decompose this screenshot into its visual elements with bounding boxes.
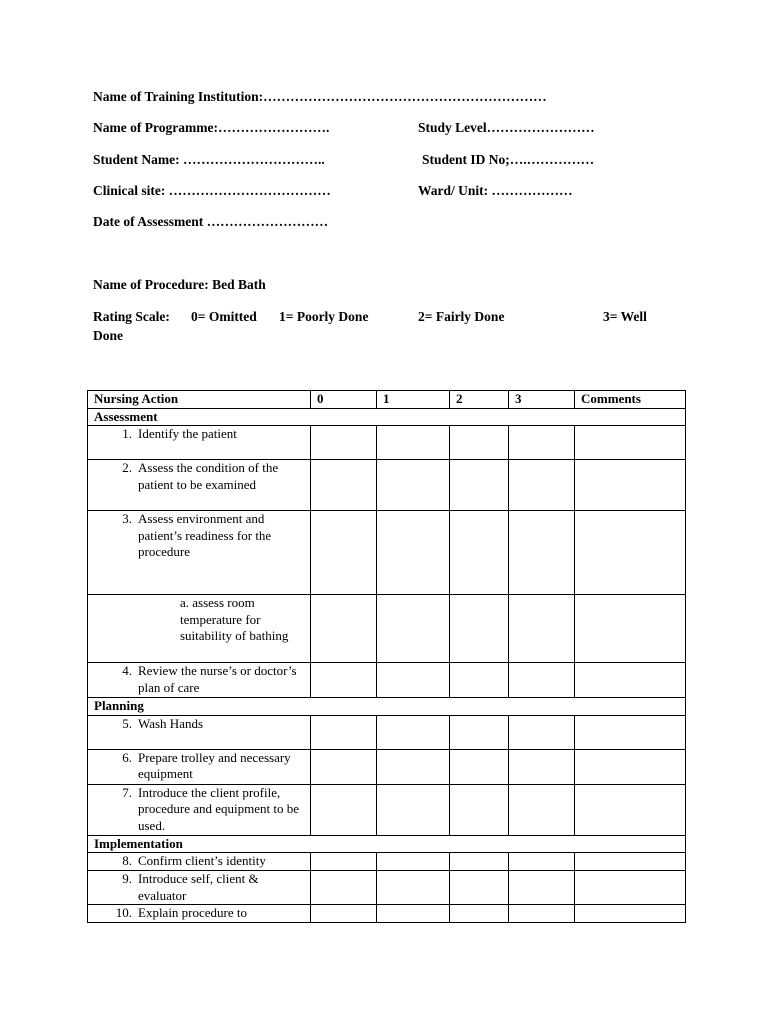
score-cell[interactable] (311, 426, 377, 460)
ward-field: Ward/ Unit: ……………… (418, 183, 573, 198)
table-row (88, 663, 686, 698)
item-text: Identify the patient (138, 426, 237, 442)
score-cell[interactable] (311, 749, 377, 784)
score-cell[interactable] (450, 853, 509, 871)
table-row (88, 905, 686, 923)
item-number: 7. (122, 784, 132, 800)
programme-field: Name of Programme:……………………. (93, 120, 330, 135)
rating-1-poorly-done: 1= Poorly Done (279, 309, 369, 324)
score-cell[interactable] (509, 426, 575, 460)
score-cell[interactable] (509, 595, 575, 663)
score-cell[interactable] (377, 715, 450, 749)
comment-cell[interactable] (575, 749, 686, 784)
score-cell[interactable] (450, 715, 509, 749)
student-id-field: Student ID No;….…………… (422, 152, 595, 167)
item-number: 4. (122, 663, 132, 679)
table-row (88, 460, 686, 511)
score-cell[interactable] (377, 663, 450, 698)
item-text: a. assess room temperature for suitability of bathing (88, 595, 311, 663)
col-score-0: 0 (311, 391, 377, 409)
score-cell[interactable] (450, 426, 509, 460)
item-number: 6. (122, 749, 132, 765)
table-row (88, 784, 686, 835)
section-row-planning (88, 698, 686, 716)
col-score-1: 1 (377, 391, 450, 409)
section-label: Planning (88, 698, 686, 716)
procedure-name: Name of Procedure: Bed Bath (93, 277, 266, 292)
comment-cell[interactable] (575, 663, 686, 698)
score-cell[interactable] (377, 426, 450, 460)
table-row (88, 749, 686, 784)
score-cell[interactable] (311, 460, 377, 511)
score-cell[interactable] (311, 595, 377, 663)
item-number: 2. (122, 460, 132, 476)
item-number: 10. (115, 905, 132, 921)
table-header-row (88, 391, 686, 409)
score-cell[interactable] (450, 511, 509, 595)
comment-cell[interactable] (575, 715, 686, 749)
section-label: Implementation (88, 835, 686, 853)
item-number: 5. (122, 715, 132, 731)
score-cell[interactable] (377, 749, 450, 784)
score-cell[interactable] (509, 853, 575, 871)
checklist-table (87, 390, 686, 923)
score-cell[interactable] (311, 784, 377, 835)
score-cell[interactable] (377, 905, 450, 923)
date-of-assessment-field: Date of Assessment ……………………… (93, 214, 329, 229)
score-cell[interactable] (450, 905, 509, 923)
table-row (88, 426, 686, 460)
score-cell[interactable] (311, 870, 377, 904)
student-name-field: Student Name: ………………………….. (93, 152, 325, 167)
col-comments: Comments (575, 391, 686, 409)
score-cell[interactable] (311, 663, 377, 698)
score-cell[interactable] (377, 870, 450, 904)
item-number: 3. (122, 511, 132, 527)
item-text: Explain procedure to (138, 905, 248, 921)
score-cell[interactable] (377, 595, 450, 663)
institution-field: Name of Training Institution:……………………………………………………… (93, 89, 547, 104)
rating-3-continuation: Done (93, 328, 123, 343)
score-cell[interactable] (509, 905, 575, 923)
item-text: Assess the condition of the patient to be examined (138, 460, 279, 492)
rating-2-fairly-done: 2= Fairly Done (418, 309, 505, 324)
section-row-assessment (88, 408, 686, 426)
score-cell[interactable] (509, 870, 575, 904)
rating-0-omitted: 0= Omitted (191, 309, 257, 324)
rating-3-well-done: 3= Well (603, 309, 647, 324)
item-number: 8. (122, 853, 132, 869)
comment-cell[interactable] (575, 511, 686, 595)
item-number: 1. (122, 426, 132, 442)
score-cell[interactable] (311, 853, 377, 871)
score-cell[interactable] (311, 905, 377, 923)
item-text: Prepare trolley and necessary equipment (138, 749, 291, 782)
score-cell[interactable] (311, 511, 377, 595)
col-nursing-action: Nursing Action (88, 391, 311, 409)
score-cell[interactable] (377, 511, 450, 595)
col-score-3: 3 (509, 391, 575, 409)
col-score-2: 2 (450, 391, 509, 409)
rating-scale-label: Rating Scale: (93, 309, 170, 324)
comment-cell[interactable] (575, 905, 686, 923)
item-text: Review the nurse’s or doctor’s plan of care (138, 663, 297, 695)
item-text: Assess environment and patient’s readiness for the procedure (138, 511, 272, 560)
section-label: Assessment (88, 408, 686, 426)
score-cell[interactable] (450, 595, 509, 663)
comment-cell[interactable] (575, 784, 686, 835)
table-row (88, 870, 686, 904)
score-cell[interactable] (509, 460, 575, 511)
score-cell[interactable] (509, 715, 575, 749)
score-cell[interactable] (509, 511, 575, 595)
item-text: Introduce the client profile, procedure and equipment to be used. (138, 784, 299, 833)
score-cell[interactable] (450, 749, 509, 784)
score-cell[interactable] (450, 784, 509, 835)
comment-cell[interactable] (575, 870, 686, 904)
clinical-site-field: Clinical site: ……………………………… (93, 183, 331, 198)
section-row-implementation (88, 835, 686, 853)
table-row (88, 511, 686, 595)
item-number: 9. (122, 870, 132, 886)
comment-cell[interactable] (575, 460, 686, 511)
table-row (88, 595, 686, 663)
comment-cell[interactable] (575, 853, 686, 871)
score-cell[interactable] (450, 663, 509, 698)
score-cell[interactable] (311, 715, 377, 749)
table-row (88, 853, 686, 871)
score-cell[interactable] (377, 853, 450, 871)
table-row (88, 715, 686, 749)
score-cell[interactable] (509, 784, 575, 835)
item-text: Introduce self, client & evaluator (138, 870, 259, 903)
comment-cell[interactable] (575, 426, 686, 460)
item-text: Wash Hands (138, 715, 204, 731)
score-cell[interactable] (509, 663, 575, 698)
score-cell[interactable] (509, 749, 575, 784)
score-cell[interactable] (377, 784, 450, 835)
item-text: Confirm client’s identity (138, 853, 266, 869)
score-cell[interactable] (450, 460, 509, 511)
study-level-field: Study Level…………………… (418, 120, 595, 135)
comment-cell[interactable] (575, 595, 686, 663)
score-cell[interactable] (450, 870, 509, 904)
score-cell[interactable] (377, 460, 450, 511)
